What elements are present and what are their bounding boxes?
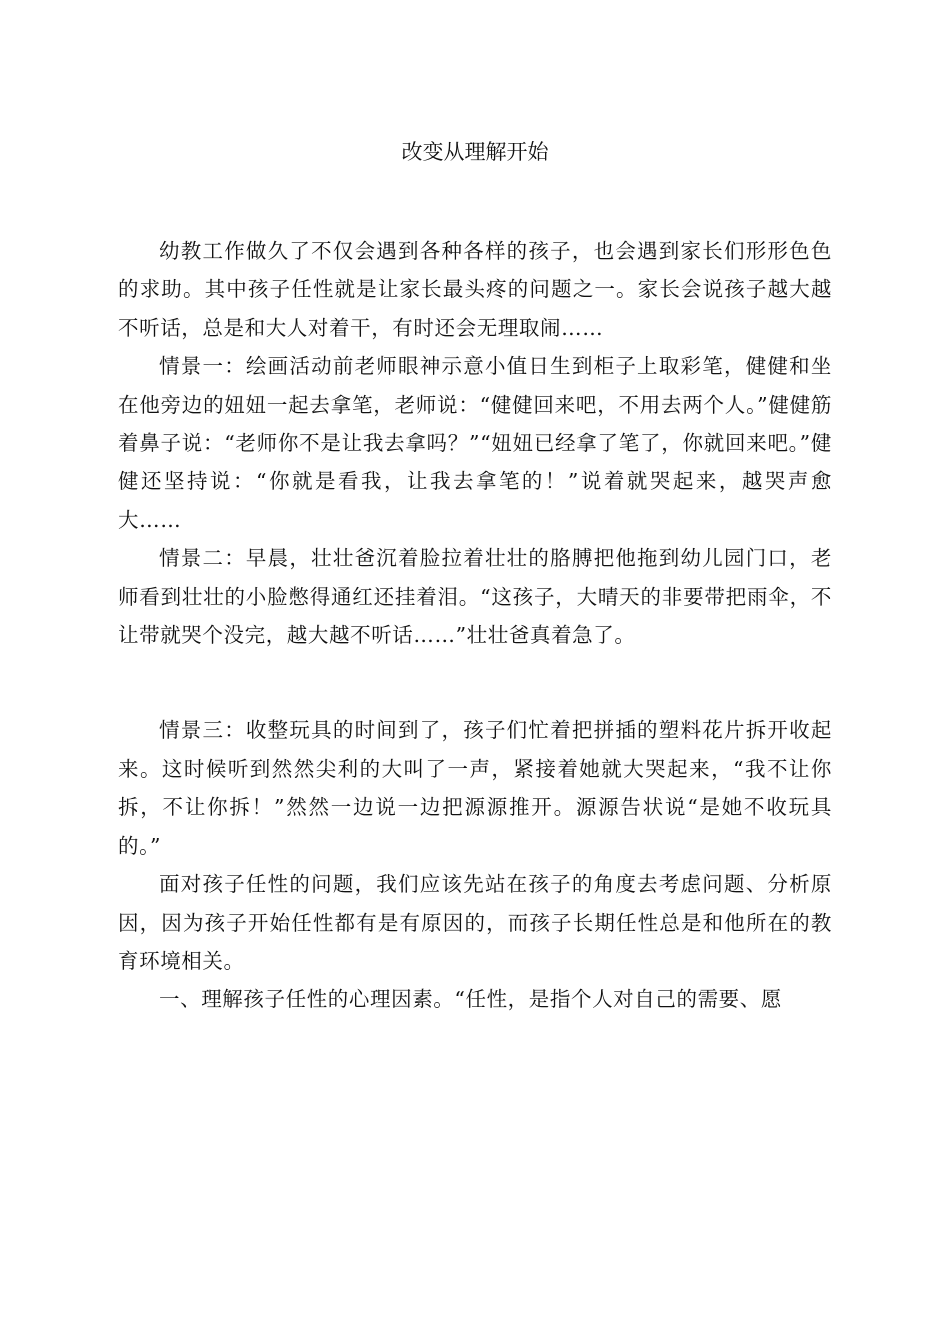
document-body [118, 232, 832, 1019]
document-title: 改变从理解开始 [401, 140, 549, 164]
paragraph-section-one: 一、理解孩子任性的心理因素。“任性，是指个人对自己的需要、愿 [159, 987, 782, 1012]
paragraph-scene-three: 情景三：收整玩具的时间到了，孩子们忙着把拼插的塑料花片拆开收起来。这时候听到然然尖利的大叫了一声，紧接着她就大哭起来，“我不让你拆，不让你拆！”然然一边说一边把源源推开。源源告状说“是她不收玩具的。” [118, 718, 832, 858]
paragraph-scene-two: 情景二：早晨，壮壮爸沉着脸拉着壮壮的胳膊把他拖到幼儿园门口，老师看到壮壮的小脸憋得通红还挂着泪。“这孩子，大晴天的非要带把雨伞，不让带就哭个没完，越大越不听话……”壮壮爸真着急了。 [118, 546, 832, 648]
paragraph-scene-one: 情景一：绘画活动前老师眼神示意小值日生到柜子上取彩笔，健健和坐在他旁边的妞妞一起去拿笔，老师说：“健健回来吧，不用去两个人。”健健筋着鼻子说：“老师你不是让我去拿吗？”“妞妞已经拿了笔了，你就回来吧。”健健还坚持说：“你就是看我，让我去拿笔的！”说着就哭起来，越哭声愈大…… [118, 354, 832, 532]
paragraph-analysis: 面对孩子任性的问题，我们应该先站在孩子的角度去考虑问题、分析原因，因为孩子开始任性都有是有原因的，而孩子长期任性总是和他所在的教育环境相关。 [118, 872, 832, 973]
paragraph-intro: 幼教工作做久了不仅会遇到各种各样的孩子，也会遇到家长们形形色色的求助。其中孩子任性就是让家长最头疼的问题之一。家长会说孩子越大越不听话，总是和大人对着干，有时还会无理取闹…… [118, 239, 832, 340]
